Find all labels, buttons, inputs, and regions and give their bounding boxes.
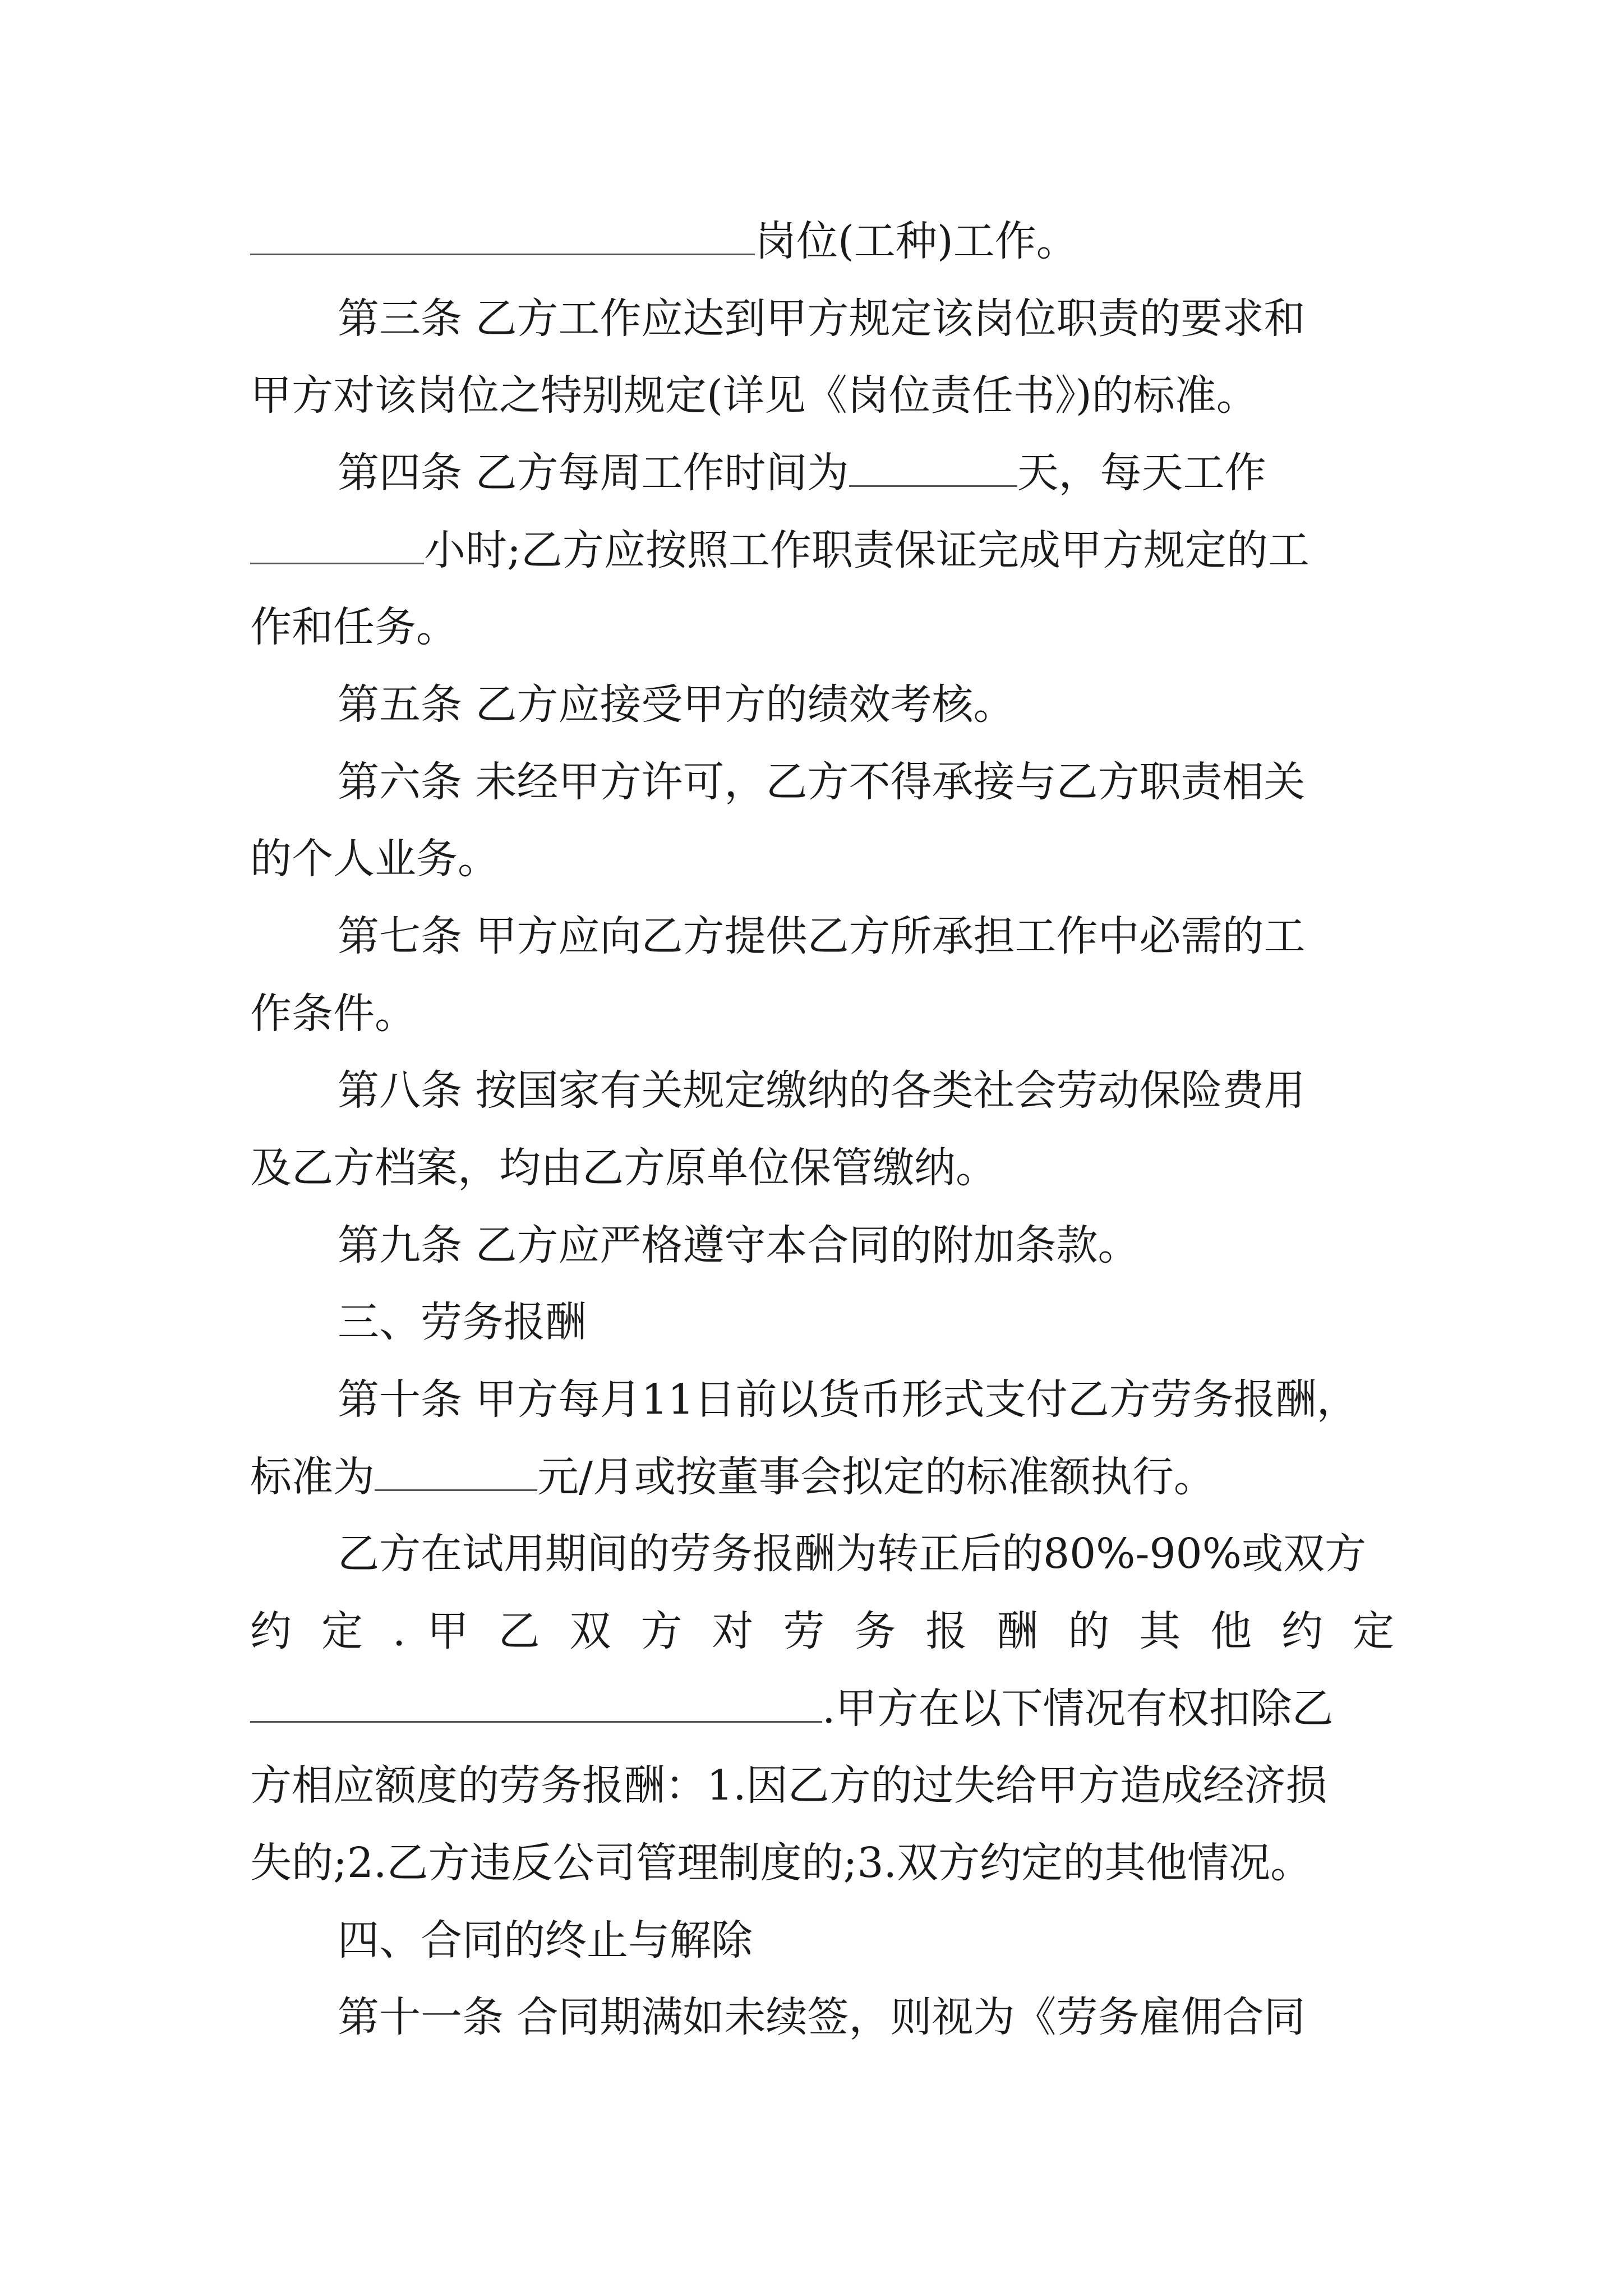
probation-line-3: .甲方在以下情况有权扣除乙 xyxy=(250,1675,1394,1742)
clause-3-line-2: 甲方对该岗位之特别规定(详见《岗位责任书》)的标准。 xyxy=(250,371,1258,420)
fill-in-blank xyxy=(250,214,755,255)
clause-10-line-2: 标准为 元/月或按董事会拟定的标准额执行。 xyxy=(250,1443,1394,1511)
clause-6-line-2: 的个人业务。 xyxy=(250,835,499,883)
section-heading-3: 三、劳务报酬 xyxy=(338,1298,587,1346)
clause-8-line-2: 及乙方档案，均由乙方原单位保管缴纳。 xyxy=(250,1144,997,1192)
text-line-1: 岗位(工种)工作。 xyxy=(250,208,1394,275)
clause-7-line-2: 作条件。 xyxy=(250,990,416,1038)
probation-line-1: 乙方在试用期间的劳务报酬为转正后的80%-90%或双方 xyxy=(338,1530,1366,1578)
fill-in-blank xyxy=(849,446,1017,487)
clause-7-line-1: 第七条 甲方应向乙方提供乙方所承担工作中必需的工 xyxy=(338,912,1306,960)
clause-9-line-1: 第九条 乙方应严格遵守本合同的附加条款。 xyxy=(338,1221,1140,1269)
probation-line-4: 方相应额度的劳务报酬：1.因乙方的过失给甲方造成经济损 xyxy=(250,1761,1327,1810)
clause-11-line-1: 第十一条 合同期满如未续签，则视为《劳务雇佣合同 xyxy=(338,1993,1306,2041)
probation-line-5: 失的;2.乙方违反公司管理制度的;3.双方约定的其他情况。 xyxy=(250,1839,1312,1887)
fill-in-blank xyxy=(250,1682,822,1723)
clause-4-line-1: 第四条 乙方每周工作时间为 天，每天工作 xyxy=(250,439,1482,507)
clause-10-line-1: 第十条 甲方每月11日前以货币形式支付乙方劳务报酬， xyxy=(338,1375,1358,1424)
fill-in-blank xyxy=(250,523,424,564)
clause-8-line-1: 第八条 按国家有关规定缴纳的各类社会劳动保险费用 xyxy=(338,1066,1306,1115)
clause-4-line-2: 小时;乙方应按照工作职责保证完成甲方规定的工 xyxy=(250,517,1394,584)
clause-4-line-3: 作和任务。 xyxy=(250,603,458,651)
clause-3-line-1: 第三条 乙方工作应达到甲方规定该岗位职责的要求和 xyxy=(338,295,1306,343)
fill-in-blank xyxy=(375,1450,537,1491)
section-heading-4: 四、合同的终止与解除 xyxy=(338,1916,753,1964)
clause-5-line-1: 第五条 乙方应接受甲方的绩效考核。 xyxy=(338,680,1015,729)
probation-line-2: 约 定 . 甲 乙 双 方 对 劳 务 报 酬 的 其 他 约 定 xyxy=(250,1607,1394,1655)
clause-6-line-1: 第六条 未经甲方许可，乙方不得承接与乙方职责相关 xyxy=(338,758,1306,806)
